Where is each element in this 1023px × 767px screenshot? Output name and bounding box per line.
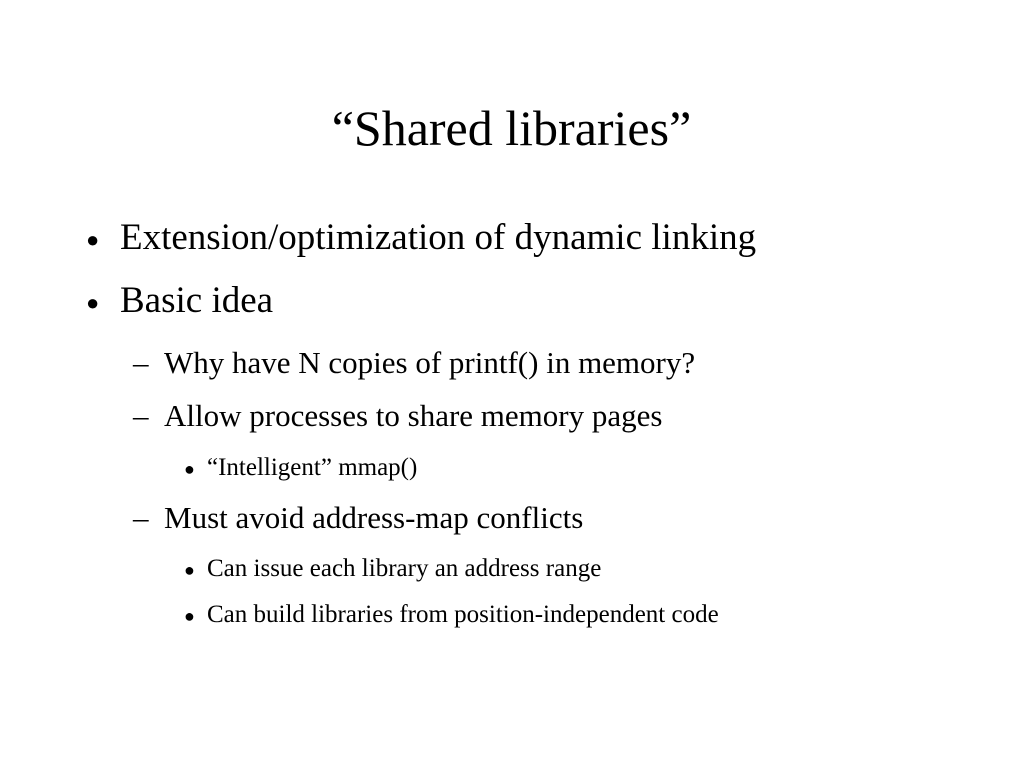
bullet-dot-icon: ● [184, 606, 195, 626]
sub-bullet-item [133, 397, 933, 435]
bullet-item [86, 279, 886, 323]
dash-icon: – [133, 500, 149, 535]
sub-sub-bullet-item [184, 553, 934, 585]
bullet-text: Extension/optimization of dynamic linking [120, 217, 757, 258]
bullet-item [86, 216, 886, 260]
bullet-dot-icon: ● [86, 290, 100, 315]
sub-sub-bullet-item [184, 452, 884, 484]
sub-bullet-item [133, 344, 933, 382]
dash-icon: – [133, 398, 149, 433]
sub-bullet-text: Why have N copies of printf() in memory? [164, 345, 696, 380]
slide-title: “Shared libraries” [331, 100, 692, 156]
sub-sub-bullet-text: Can build libraries from position-independent code [207, 601, 719, 628]
bullet-dot-icon: ● [184, 459, 195, 479]
dash-icon: – [133, 345, 149, 380]
sub-sub-bullet-item [184, 599, 934, 631]
sub-bullet-item [133, 499, 933, 537]
sub-bullet-text: Allow processes to share memory pages [164, 398, 663, 433]
bullet-dot-icon: ● [86, 227, 100, 252]
sub-bullet-text: Must avoid address-map conflicts [164, 500, 584, 535]
bullet-dot-icon: ● [184, 560, 195, 580]
sub-sub-bullet-text: Can issue each library an address range [207, 555, 602, 582]
bullet-text: Basic idea [120, 280, 274, 321]
sub-sub-bullet-text: “Intelligent” mmap() [207, 454, 418, 481]
